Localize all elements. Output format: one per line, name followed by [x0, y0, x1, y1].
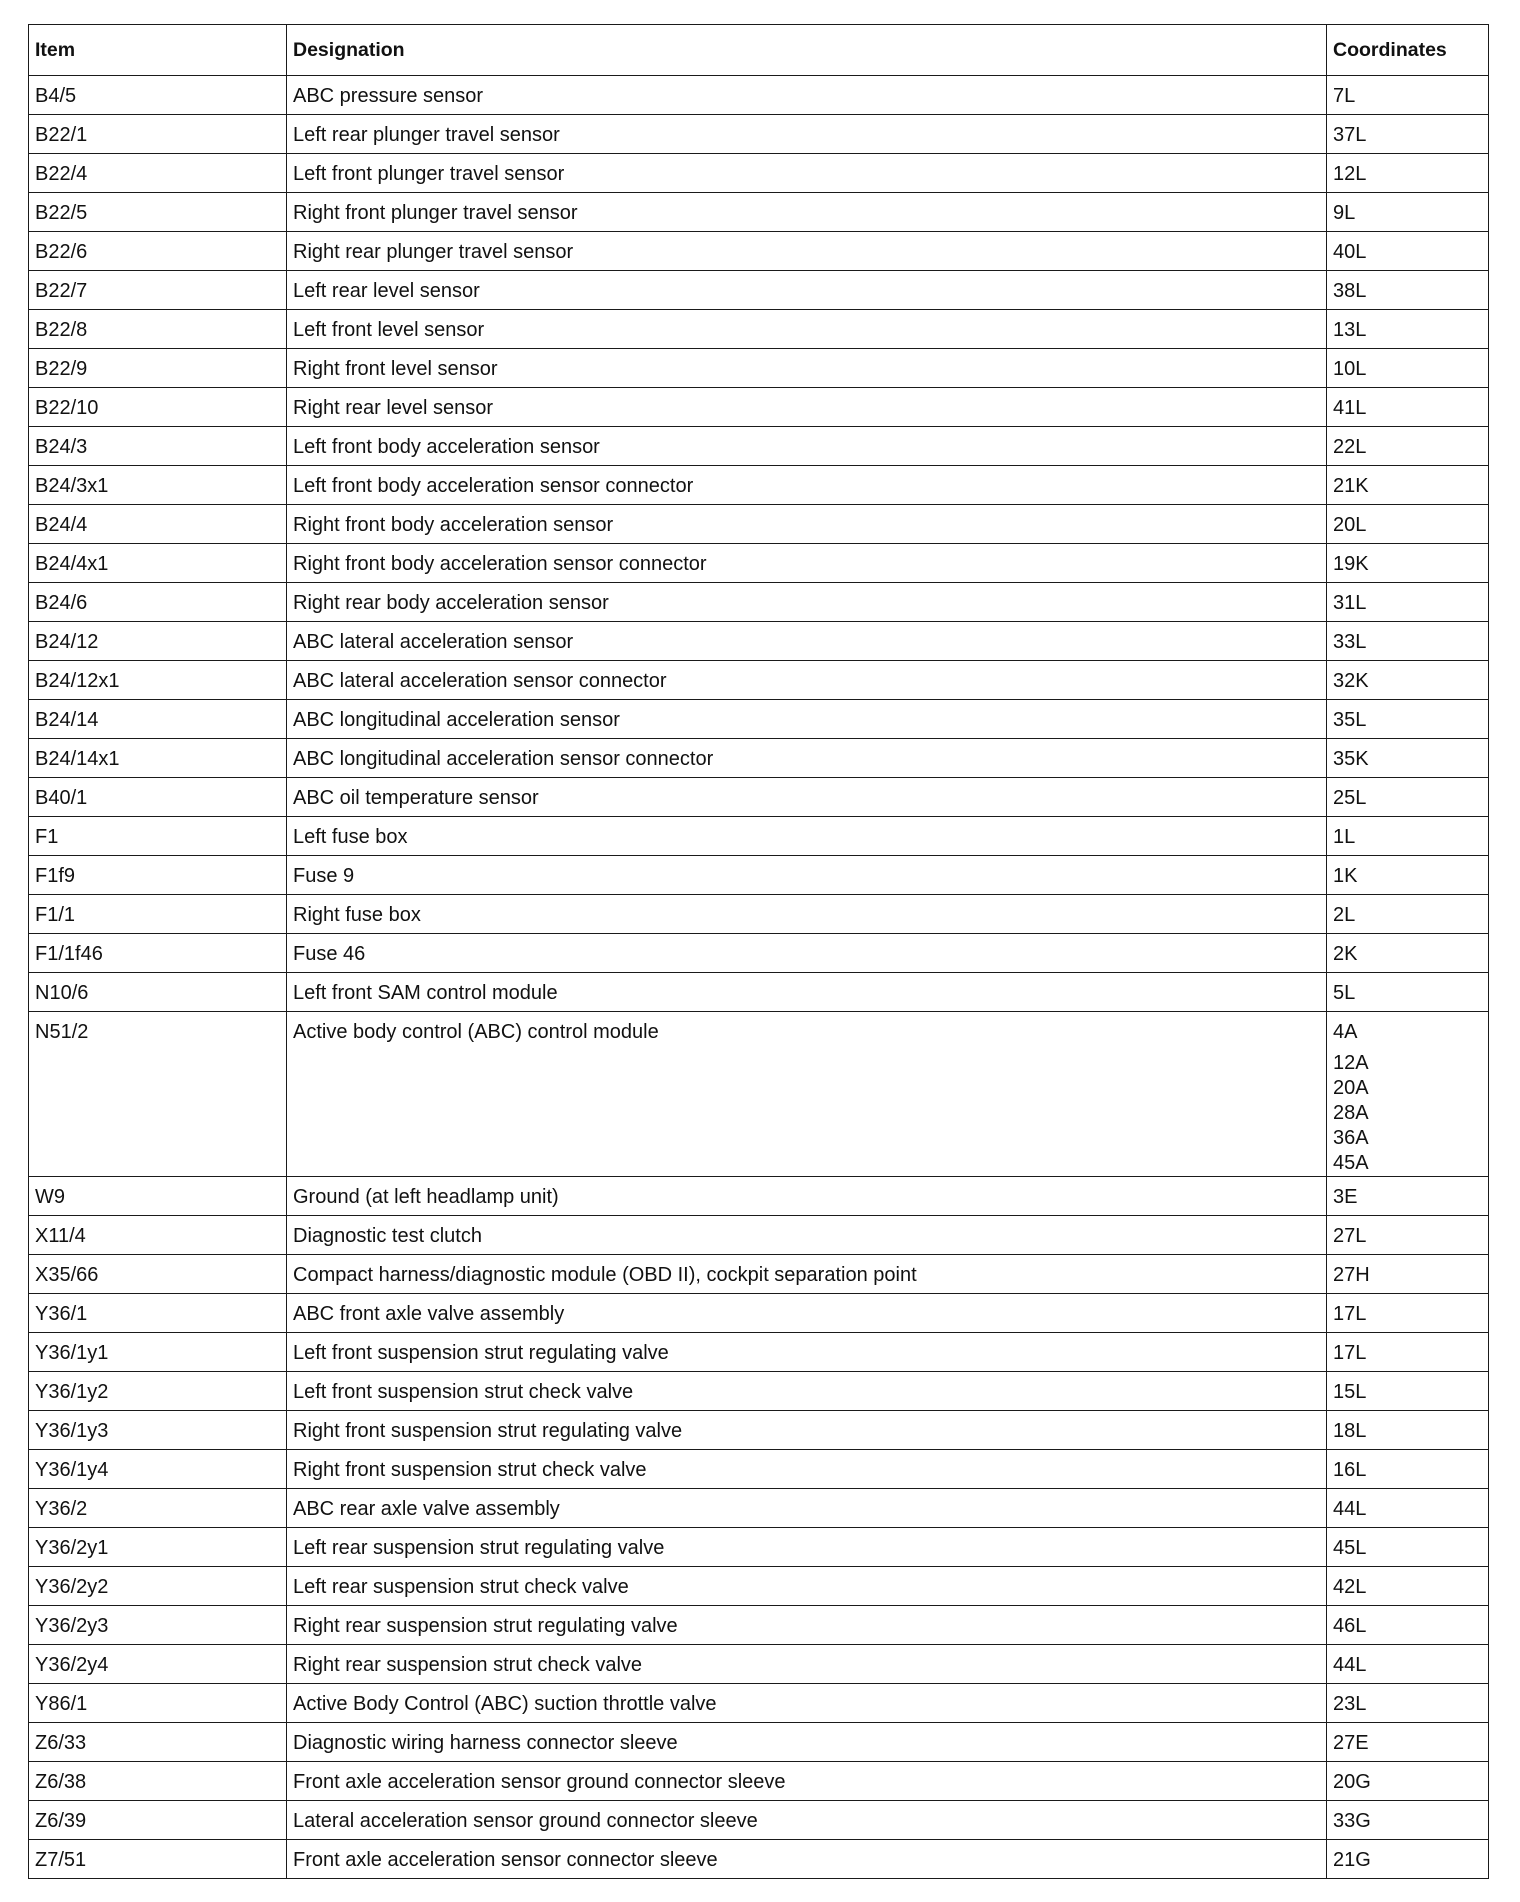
item-cell: Y36/1y4 — [29, 1450, 287, 1489]
item-cell: F1/1f46 — [29, 934, 287, 973]
item-cell: Y36/2y2 — [29, 1567, 287, 1606]
designation-cell: ABC lateral acceleration sensor — [287, 622, 1327, 661]
coordinate-value: 20L — [1333, 514, 1367, 536]
coordinates-cell — [1327, 1606, 1489, 1645]
item-cell: B40/1 — [29, 778, 287, 817]
table-row — [29, 856, 1489, 895]
designation-cell: Front axle acceleration sensor ground connector sleeve — [287, 1762, 1327, 1801]
coordinate-value: 41L — [1333, 397, 1367, 419]
coordinate-value: 13L — [1333, 319, 1367, 341]
item-cell: B22/7 — [29, 271, 287, 310]
item-cell: W9 — [29, 1177, 287, 1216]
designation-cell: Active Body Control (ABC) suction throttle valve — [287, 1684, 1327, 1723]
item-cell: B24/14x1 — [29, 739, 287, 778]
item-cell: B24/3x1 — [29, 466, 287, 505]
coordinates-cell — [1327, 1294, 1489, 1333]
item-cell: F1/1 — [29, 895, 287, 934]
coordinates-cell — [1327, 1411, 1489, 1450]
coordinate-value: 16L — [1333, 1459, 1367, 1481]
item-cell: Z6/38 — [29, 1762, 287, 1801]
table-row — [29, 1411, 1489, 1450]
designation-cell: Right front body acceleration sensor — [287, 505, 1327, 544]
component-legend-table — [28, 24, 1489, 1879]
table-row — [29, 1294, 1489, 1333]
designation-cell: Left front level sensor — [287, 310, 1327, 349]
table-row — [29, 232, 1489, 271]
table-row — [29, 1645, 1489, 1684]
designation-cell: Left front body acceleration sensor — [287, 427, 1327, 466]
coordinate-value: 33G — [1333, 1810, 1371, 1832]
table-row — [29, 271, 1489, 310]
item-cell: N10/6 — [29, 973, 287, 1012]
item-column-header: Item — [29, 25, 287, 76]
item-cell: N51/2 — [29, 1012, 287, 1177]
table-row — [29, 739, 1489, 778]
coordinates-column-header: Coordinates — [1327, 25, 1489, 76]
designation-cell: Active body control (ABC) control module — [287, 1012, 1327, 1177]
item-cell: B22/8 — [29, 310, 287, 349]
item-cell: B24/3 — [29, 427, 287, 466]
item-cell: B22/5 — [29, 193, 287, 232]
item-cell: Y36/1y1 — [29, 1333, 287, 1372]
coordinate-value: 32K — [1333, 670, 1369, 692]
table-row — [29, 1684, 1489, 1723]
coordinates-cell — [1327, 544, 1489, 583]
item-cell: F1f9 — [29, 856, 287, 895]
designation-cell: Left front body acceleration sensor connector — [287, 466, 1327, 505]
coordinate-value: 31L — [1333, 592, 1367, 614]
table-row — [29, 973, 1489, 1012]
designation-cell: Right front suspension strut regulating valve — [287, 1411, 1327, 1450]
coordinates-cell — [1327, 466, 1489, 505]
item-cell: B24/6 — [29, 583, 287, 622]
coordinates-cell — [1327, 700, 1489, 739]
legend-body — [29, 76, 1489, 1879]
designation-cell: Left front SAM control module — [287, 973, 1327, 1012]
item-cell: X35/66 — [29, 1255, 287, 1294]
coordinate-value: 1K — [1333, 865, 1358, 887]
coordinate-value: 20A — [1333, 1077, 1369, 1099]
designation-cell: ABC pressure sensor — [287, 76, 1327, 115]
table-row — [29, 1489, 1489, 1528]
table-row — [29, 1567, 1489, 1606]
coordinates-cell — [1327, 1012, 1489, 1177]
table-row — [29, 934, 1489, 973]
item-cell: Y36/2y4 — [29, 1645, 287, 1684]
designation-cell: ABC lateral acceleration sensor connector — [287, 661, 1327, 700]
designation-cell: ABC longitudinal acceleration sensor connector — [287, 739, 1327, 778]
coordinates-cell — [1327, 505, 1489, 544]
designation-cell: Left rear plunger travel sensor — [287, 115, 1327, 154]
designation-cell: Left front plunger travel sensor — [287, 154, 1327, 193]
coordinates-cell — [1327, 856, 1489, 895]
table-row — [29, 1528, 1489, 1567]
coordinate-value: 22L — [1333, 436, 1367, 458]
coordinates-cell — [1327, 1684, 1489, 1723]
table-row — [29, 1723, 1489, 1762]
coordinate-value: 4A — [1333, 1021, 1358, 1043]
coordinate-value: 9L — [1333, 202, 1356, 224]
coordinates-cell — [1327, 232, 1489, 271]
table-row — [29, 1372, 1489, 1411]
coordinates-cell — [1327, 1567, 1489, 1606]
coordinates-cell — [1327, 1333, 1489, 1372]
designation-cell: Right rear suspension strut regulating valve — [287, 1606, 1327, 1645]
table-row — [29, 349, 1489, 388]
coordinates-cell — [1327, 388, 1489, 427]
coordinates-cell — [1327, 1372, 1489, 1411]
coordinate-value: 27E — [1333, 1732, 1369, 1754]
coordinates-cell — [1327, 934, 1489, 973]
coordinates-cell — [1327, 1762, 1489, 1801]
item-cell: X11/4 — [29, 1216, 287, 1255]
designation-cell: ABC longitudinal acceleration sensor — [287, 700, 1327, 739]
table-row — [29, 544, 1489, 583]
coordinate-value: 12L — [1333, 163, 1367, 185]
coordinate-value: 21G — [1333, 1849, 1371, 1871]
coordinate-value: 45L — [1333, 1537, 1367, 1559]
coordinates-cell — [1327, 310, 1489, 349]
item-cell: Y36/1y3 — [29, 1411, 287, 1450]
designation-cell: Fuse 46 — [287, 934, 1327, 973]
coordinates-cell — [1327, 1840, 1489, 1879]
table-row — [29, 661, 1489, 700]
coordinate-value: 44L — [1333, 1654, 1367, 1676]
coordinates-cell — [1327, 1723, 1489, 1762]
table-row — [29, 1216, 1489, 1255]
item-cell: Z7/51 — [29, 1840, 287, 1879]
designation-cell: Compact harness/diagnostic module (OBD II), cockpit separation point — [287, 1255, 1327, 1294]
coordinates-cell — [1327, 1216, 1489, 1255]
designation-cell: Right front body acceleration sensor connector — [287, 544, 1327, 583]
table-row — [29, 115, 1489, 154]
designation-cell: Left rear suspension strut regulating valve — [287, 1528, 1327, 1567]
coordinates-cell — [1327, 154, 1489, 193]
item-cell: B24/4x1 — [29, 544, 287, 583]
coordinate-value: 33L — [1333, 631, 1367, 653]
coordinates-cell — [1327, 427, 1489, 466]
coordinates-cell — [1327, 778, 1489, 817]
coordinates-cell — [1327, 349, 1489, 388]
designation-cell: Right front suspension strut check valve — [287, 1450, 1327, 1489]
coordinate-value: 25L — [1333, 787, 1367, 809]
coordinates-cell — [1327, 973, 1489, 1012]
item-cell: B22/9 — [29, 349, 287, 388]
table-row — [29, 895, 1489, 934]
table-row — [29, 1762, 1489, 1801]
designation-cell: ABC front axle valve assembly — [287, 1294, 1327, 1333]
table-row — [29, 154, 1489, 193]
coordinate-value: 46L — [1333, 1615, 1367, 1637]
item-cell: Y36/2y3 — [29, 1606, 287, 1645]
table-row — [29, 1840, 1489, 1879]
table-row — [29, 1255, 1489, 1294]
designation-cell: Right front level sensor — [287, 349, 1327, 388]
coordinates-cell — [1327, 622, 1489, 661]
coordinate-value: 28A — [1333, 1102, 1369, 1124]
item-cell: Y36/1 — [29, 1294, 287, 1333]
coordinate-value: 36A — [1333, 1127, 1369, 1149]
item-cell: Y36/1y2 — [29, 1372, 287, 1411]
item-cell: F1 — [29, 817, 287, 856]
table-row — [29, 817, 1489, 856]
table-row — [29, 1177, 1489, 1216]
designation-cell: Right fuse box — [287, 895, 1327, 934]
item-cell: Y36/2 — [29, 1489, 287, 1528]
coordinate-value: 2K — [1333, 943, 1358, 965]
table-row — [29, 466, 1489, 505]
table-row — [29, 427, 1489, 466]
designation-cell: Left front suspension strut check valve — [287, 1372, 1327, 1411]
item-cell: B24/12x1 — [29, 661, 287, 700]
coordinates-cell — [1327, 271, 1489, 310]
table-row — [29, 1450, 1489, 1489]
designation-cell: Right rear body acceleration sensor — [287, 583, 1327, 622]
table-row — [29, 310, 1489, 349]
designation-cell: Right front plunger travel sensor — [287, 193, 1327, 232]
coordinate-value: 38L — [1333, 280, 1367, 302]
table-row — [29, 1012, 1489, 1177]
table-row — [29, 1801, 1489, 1840]
designation-cell: ABC rear axle valve assembly — [287, 1489, 1327, 1528]
coordinates-cell — [1327, 1177, 1489, 1216]
coordinate-value: 18L — [1333, 1420, 1367, 1442]
table-row — [29, 388, 1489, 427]
coordinates-cell — [1327, 895, 1489, 934]
designation-cell: Left rear suspension strut check valve — [287, 1567, 1327, 1606]
coordinates-cell — [1327, 115, 1489, 154]
coordinates-cell — [1327, 583, 1489, 622]
coordinate-value: 10L — [1333, 358, 1367, 380]
designation-cell: ABC oil temperature sensor — [287, 778, 1327, 817]
coordinate-value: 35L — [1333, 709, 1367, 731]
coordinate-value: 37L — [1333, 124, 1367, 146]
table-row — [29, 505, 1489, 544]
item-cell: B24/12 — [29, 622, 287, 661]
coordinate-value: 7L — [1333, 85, 1356, 107]
coordinates-cell — [1327, 817, 1489, 856]
coordinates-cell — [1327, 1489, 1489, 1528]
coordinate-value: 35K — [1333, 748, 1369, 770]
item-cell: Y86/1 — [29, 1684, 287, 1723]
table-row — [29, 193, 1489, 232]
coordinate-value: 23L — [1333, 1693, 1367, 1715]
coordinate-value: 12A — [1333, 1052, 1369, 1074]
table-row — [29, 1606, 1489, 1645]
header-row — [29, 25, 1489, 76]
coordinates-cell — [1327, 193, 1489, 232]
item-cell: B4/5 — [29, 76, 287, 115]
coordinate-value: 19K — [1333, 553, 1369, 575]
coordinate-value: 15L — [1333, 1381, 1367, 1403]
item-cell: Z6/33 — [29, 1723, 287, 1762]
item-cell: B22/10 — [29, 388, 287, 427]
coordinate-value: 20G — [1333, 1771, 1371, 1793]
coordinate-value: 17L — [1333, 1342, 1367, 1364]
coordinate-value: 5L — [1333, 982, 1356, 1004]
coordinates-cell — [1327, 1255, 1489, 1294]
designation-cell: Diagnostic test clutch — [287, 1216, 1327, 1255]
coordinates-cell — [1327, 661, 1489, 700]
item-cell: B24/4 — [29, 505, 287, 544]
designation-cell: Left fuse box — [287, 817, 1327, 856]
item-cell: B22/4 — [29, 154, 287, 193]
coordinates-cell — [1327, 1450, 1489, 1489]
designation-cell: Left front suspension strut regulating valve — [287, 1333, 1327, 1372]
table-row — [29, 1333, 1489, 1372]
coordinate-value: 40L — [1333, 241, 1367, 263]
coordinate-value: 44L — [1333, 1498, 1367, 1520]
designation-cell: Right rear suspension strut check valve — [287, 1645, 1327, 1684]
table-row — [29, 622, 1489, 661]
item-cell: Z6/39 — [29, 1801, 287, 1840]
table-row — [29, 700, 1489, 739]
item-cell: B22/1 — [29, 115, 287, 154]
coordinates-cell — [1327, 1645, 1489, 1684]
designation-cell: Front axle acceleration sensor connector sleeve — [287, 1840, 1327, 1879]
coordinate-value: 3E — [1333, 1186, 1358, 1208]
table-row — [29, 76, 1489, 115]
item-cell: B24/14 — [29, 700, 287, 739]
coordinate-value: 27H — [1333, 1264, 1370, 1286]
coordinate-value: 42L — [1333, 1576, 1367, 1598]
coordinate-value: 27L — [1333, 1225, 1367, 1247]
coordinate-value: 45A — [1333, 1152, 1369, 1174]
coordinates-cell — [1327, 76, 1489, 115]
table-row — [29, 583, 1489, 622]
coordinates-cell — [1327, 1528, 1489, 1567]
designation-cell: Left rear level sensor — [287, 271, 1327, 310]
coordinates-cell — [1327, 739, 1489, 778]
coordinate-value: 1L — [1333, 826, 1356, 848]
designation-cell: Right rear level sensor — [287, 388, 1327, 427]
item-cell: Y36/2y1 — [29, 1528, 287, 1567]
table-row — [29, 778, 1489, 817]
designation-cell: Right rear plunger travel sensor — [287, 232, 1327, 271]
coordinate-value: 21K — [1333, 475, 1369, 497]
designation-column-header: Designation — [287, 25, 1327, 76]
designation-cell: Fuse 9 — [287, 856, 1327, 895]
item-cell: B22/6 — [29, 232, 287, 271]
designation-cell: Ground (at left headlamp unit) — [287, 1177, 1327, 1216]
coordinate-value: 2L — [1333, 904, 1356, 926]
designation-cell: Lateral acceleration sensor ground connector sleeve — [287, 1801, 1327, 1840]
coordinates-cell — [1327, 1801, 1489, 1840]
coordinate-value: 17L — [1333, 1303, 1367, 1325]
designation-cell: Diagnostic wiring harness connector sleeve — [287, 1723, 1327, 1762]
